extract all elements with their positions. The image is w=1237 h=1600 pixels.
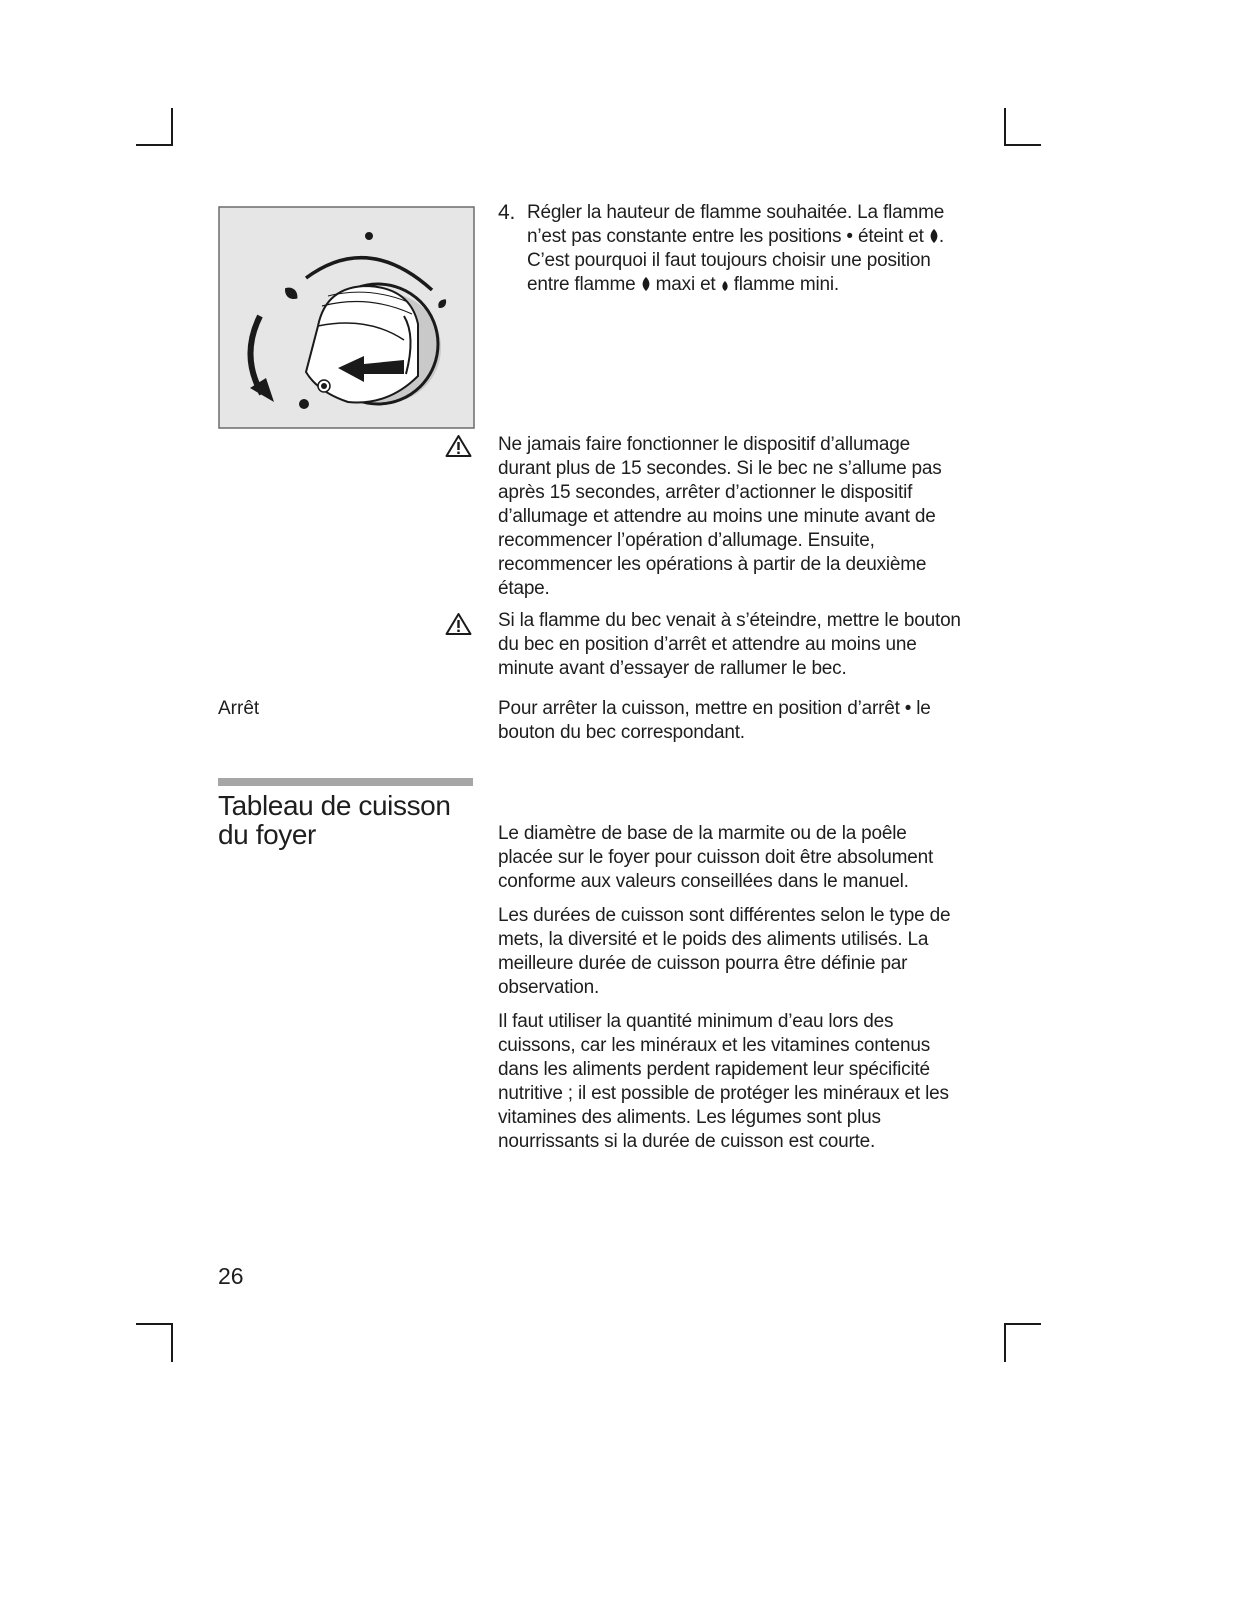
stop-label: Arrêt [218,698,260,719]
warning-icon-1 [445,434,472,463]
crop-mark-bottom-left-vertical [171,1323,173,1362]
warning-triangle-icon [445,434,472,458]
section-paragraph-2: Les durées de cuisson sont différentes selon le type de mets, la diversité et le poids des aliments utilisés. La meilleure durée de cuisson pourra être définie par observation. [498,905,951,998]
step-text-part-1: Régler la hauteur de flamme souhaitée. La flamme n’est pas constante entre les positions • éteint et [527,202,945,247]
crop-mark-top-left-vertical [171,108,173,146]
section-paragraph-1: Le diamètre de base de la marmite ou de la poêle placée sur le foyer pour cuisson doit être absolument conforme aux valeurs conseillées dans le manuel. [498,823,934,892]
large-flame-icon [929,228,939,244]
step-text-part-3: maxi et [655,274,716,295]
section-paragraph-3: Il faut utiliser la quantité minimum d’eau lors des cuissons, car les minéraux et les vitamines contenus dans les aliments perdent rapidement leur spécificité nutritive ; il est possible de protéger les minéraux et les vitamines des aliments. Les légumes sont plus nourrissants si la durée de cuisson est courte. [498,1011,949,1152]
section-heading: Tableau de cuisson du foyer [218,790,451,850]
page-number: 26 [218,1263,244,1289]
small-flame-icon [721,280,729,292]
crop-mark-top-right-horizontal [1004,144,1041,146]
crop-mark-bottom-right-vertical [1004,1323,1006,1362]
burner-knob-illustration [218,206,475,429]
crop-mark-bottom-right-horizontal [1004,1323,1041,1325]
step-4 [498,201,968,297]
step-text-part-4: flamme mini. [733,274,839,295]
large-flame-icon [641,276,651,292]
warning-triangle-icon [445,612,472,636]
warning-text-2: Si la flamme du bec venait à s’éteindre, mettre le bouton du bec en position d’arrêt et attendre au moins une minute avant d’essayer de rallumer le bec. [498,610,961,679]
warning-icon-2 [445,612,472,641]
step-text-part-2: . C’est pourquoi il faut toujours choisir une position entre flamme [527,226,944,295]
warning-text-1: Ne jamais faire fonctionner le dispositif d’allumage durant plus de 15 secondes. Si le bec ne s’allume pas après 15 secondes, arrêter d’actionner le dispositif d’allumage et attendre au moins une minute avant de recommencer l’opération d’allumage. Ensuite, recommencer les opérations à partir de la deuxième étape. [498,434,942,599]
crop-mark-bottom-left-horizontal [136,1323,173,1325]
heading-rule [218,778,473,786]
crop-mark-top-right-vertical [1004,108,1006,146]
step-number: 4. [498,201,516,224]
crop-mark-top-left-horizontal [136,144,173,146]
stop-text: Pour arrêter la cuisson, mettre en position d’arrêt • le bouton du bec correspondant. [498,698,931,743]
